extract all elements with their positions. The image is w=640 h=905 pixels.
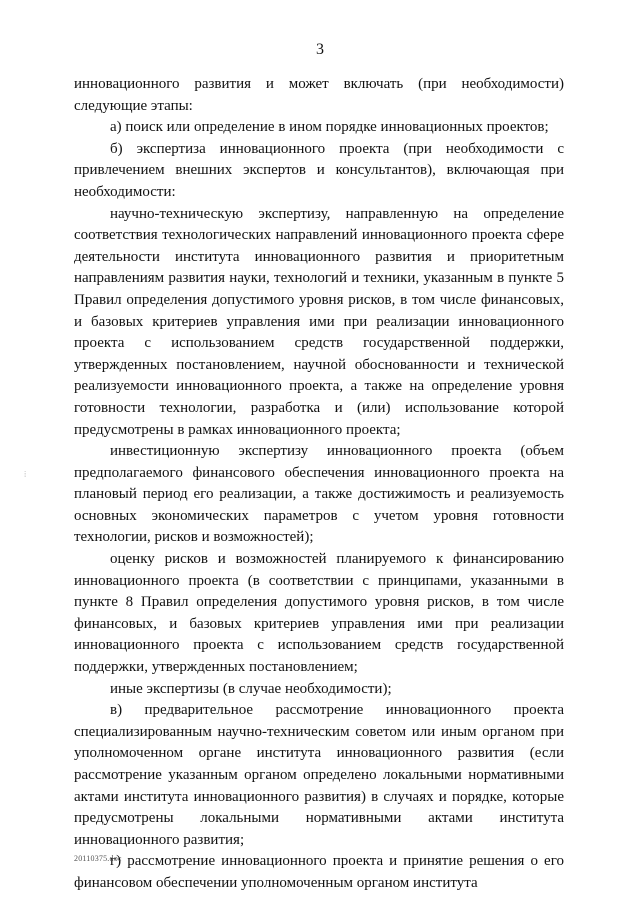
paragraph-continuation: инновационного развития и может включать (при необходимости) следующие этапы: <box>74 76 564 114</box>
page-number: 3 <box>316 41 324 58</box>
paragraph-investment-expertise: инвестиционную экспертизу инновационного проекта (объем предполагаемого финансового обеспечения инновационного проекта на плановый период его реализации, а также достижимость и реализуемость основных экономических параметров с учетом уровня готовности технологии, рисков и возможностей); <box>74 443 564 546</box>
margin-mark: ⁞ <box>24 470 27 479</box>
document-body <box>74 74 564 895</box>
paragraph-scientific-expertise: научно-техническую экспертизу, направленную на определение соответствия технологических направлений инновационного проекта сфере деятельности института инновационного развития и приоритетным направлениям развития науки, технологий и техники, указанным в пункте 5 Правил определения допустимого уровня рисков, в том числе финансовых, и базовых критериев управления ими при реализации инновационного проекта с использованием средств государственной поддержки, утвержденных постановлением, научной обоснованности и технической реализуемости инновационного проекта, а также на определение уровня готовности технологии, разработка и (или) использование которой предусмотрены в рамках инновационного проекта; <box>74 205 564 438</box>
paragraph-item-b: б) экспертиза инновационного проекта (при необходимости с привлечением внешних экспертов и консультантов), включающая при необходимости: <box>74 140 564 200</box>
footer-filename: 20110375.doc <box>74 854 122 863</box>
paragraph-item-v: в) предварительное рассмотрение инновационного проекта специализированным научно-техническим советом или иным органом при уполномоченном органе института инновационного развития (если рассмотрение указанным органом определено локальными нормативными актами института инновационного развития) в случаях и порядке, которые предусмотрены локальными нормативными актами института инновационного развития; <box>74 702 564 848</box>
paragraph-item-a: а) поиск или определение в ином порядке инновационных проектов; <box>110 119 549 136</box>
paragraph-other-expertise: иные экспертизы (в случае необходимости); <box>110 680 392 697</box>
paragraph-risk-assessment: оценку рисков и возможностей планируемого к финансированию инновационного проекта (в соответствии с принципами, указанными в пункте 8 Правил определения допустимого уровня рисков, в том числе финансовых, и базовых критериев управления ими при реализации инновационного проекта с использованием средств государственной поддержки, утвержденных постановлением; <box>74 551 564 676</box>
paragraph-item-g: г) рассмотрение инновационного проекта и принятие решения о его финансовом обеспечении уполномоченным органом института <box>74 853 564 891</box>
